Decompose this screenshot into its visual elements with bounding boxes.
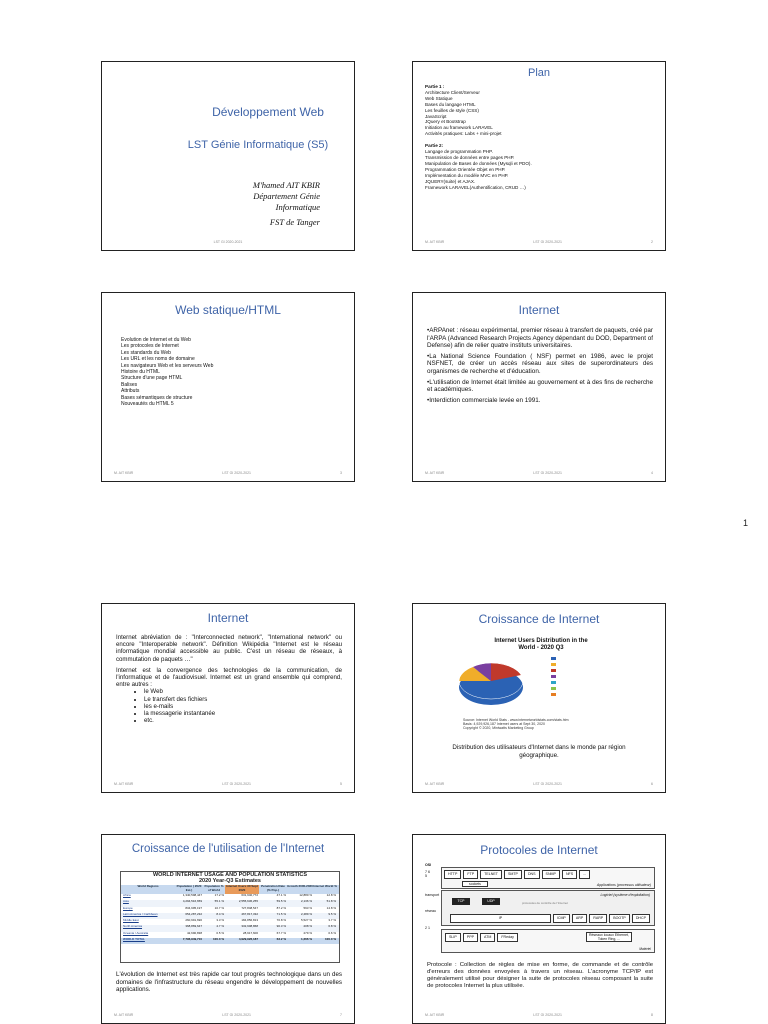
footer-center: LST GI 2020-2021 — [222, 782, 251, 786]
network-protocol-box: BOOTP — [609, 914, 630, 923]
transport-layer-label: Logiciel (système d'exploitation) — [600, 893, 650, 897]
slide-title: Croissance de Internet — [478, 612, 600, 626]
part2-item: Implémentation du modèle MVC en PHP. — [425, 172, 509, 178]
part1-heading: Partie 1 : — [425, 84, 445, 89]
footer-left: M. AIT KBIR — [114, 782, 134, 786]
history-bullet: •L'utilisation de Internet était limitée au gouvernement et à des fins de recherche et académiques. — [427, 378, 653, 394]
footer-right: 6 — [651, 782, 653, 786]
internet-def-body — [116, 634, 342, 724]
tcp-box: TCP — [452, 898, 470, 905]
toc-item: Les protocoles de Internet — [121, 343, 179, 350]
slide-title: Croissance de l'utilisation de l'Internet — [131, 843, 325, 855]
part2-item: Manipulation de Bases de données (Mysqli et PDO). — [425, 160, 532, 166]
convergence-para: Internet est la convergence des technologies de la communication, de l'informatique et de l'audiovisuel. Internet est un grand ensemble qui comprend, entre autres : — [116, 666, 342, 689]
table-cell-region: North America — [123, 925, 143, 929]
table-cell: 208 % — [303, 925, 312, 929]
link-layer — [441, 929, 655, 953]
table-cell: 654,287,232 — [185, 912, 202, 916]
table-cell: 4,929,926,187 — [238, 938, 258, 942]
author-name: M'hamed AIT KBIR — [252, 180, 320, 190]
stats-table — [120, 871, 340, 963]
table-cell: 47.1 % — [276, 894, 286, 897]
service-item: • la messagerie instantanée — [144, 710, 342, 717]
table-cell: 467,817,332 — [241, 912, 258, 916]
plan-body — [425, 84, 532, 190]
app-protocol-box: SMTP — [504, 870, 522, 879]
part1-item: Initiation au framework LARAVEL — [425, 125, 493, 131]
table-cell: 184,856,813 — [241, 919, 258, 923]
part2-item: JQUERY(suite) et AJAX. — [425, 178, 476, 184]
service-item: • Le transfert des fichiers — [144, 696, 342, 703]
history-bullet: •ARPAnet : réseau expérimental, premier réseau à transfert de paquets, créé par l'ARPA (Advanced Research Projects Agency dépendant du DOD, Department of Defense) afin de relier quatre instituts universitaires. — [427, 327, 653, 350]
slide-footer — [425, 240, 653, 244]
part1-item: Les feuilles de style (CSS) — [425, 107, 479, 113]
table-cell: 12,880 % — [299, 894, 312, 897]
table-cell: 1,266 % — [300, 938, 312, 942]
author-dept: Département Génie — [253, 191, 320, 201]
table-cell: 12.8 % — [326, 894, 336, 897]
author-school: FST de Tanger — [269, 217, 320, 227]
table-cell: 279 % — [303, 931, 312, 935]
table-cell: 87.2 % — [276, 906, 286, 910]
footer-right: 3 — [340, 471, 342, 475]
table-cell: 631,940,772 — [241, 894, 258, 897]
footer-left: M. AIT KBIR — [114, 471, 134, 475]
table-cell: 70.8 % — [276, 919, 286, 923]
footer-center: LST GI 2020-2021 — [533, 1013, 562, 1017]
page-number: 1 — [742, 518, 748, 528]
footer-center: LST GI 2020-2021 — [533, 471, 562, 475]
network-protocol-box: DHCP — [632, 914, 650, 923]
slide-4 — [412, 292, 666, 482]
table-cell: 67.7 % — [276, 931, 286, 935]
link-protocol-box: PPP — [463, 933, 478, 942]
footer-right: 7 — [340, 1013, 342, 1017]
part1-item: Web Statique — [425, 95, 453, 101]
footer-left: M. AIT KBIR — [425, 471, 445, 475]
app-protocol-box: ... — [579, 870, 590, 879]
table-cell: 9.5 % — [328, 912, 336, 916]
table-cell-region: WORLD TOTAL — [123, 938, 145, 942]
table-cell: 28,917,600 — [242, 931, 258, 935]
sockets-label: sockets — [462, 881, 488, 887]
toc-body — [121, 337, 213, 407]
table-cell: 332,908,868 — [241, 925, 258, 929]
footer-center: LST GI 2020-2021 — [533, 240, 562, 244]
footer-center: LST GI 2020-2021 — [222, 1013, 251, 1017]
control-note: protocoles de contrôle de l'Internet — [522, 901, 568, 905]
table-body — [121, 894, 339, 944]
slide-footer — [425, 1013, 653, 1017]
part1-item: Bases du langage HTML — [425, 101, 476, 107]
table-cell: 6.8 % — [328, 925, 336, 929]
author-dept-2: Informatique — [275, 202, 320, 212]
toc-item: Les URL et les noms de domaine — [121, 356, 195, 363]
table-header-row: World Regions Population ( 2020 Est.) Population % of World Internet Users 30 Sept 2020 Penetration Rate (% Pop.) Growth 2000-2020 Internet World % — [121, 885, 339, 894]
app-protocol-box: HTTP — [444, 870, 461, 879]
toc-item: Structure d'une page HTML — [121, 375, 183, 382]
slide-8 — [412, 834, 666, 1024]
table-cell: 4,294,516,659 — [182, 900, 202, 904]
slide-footer — [114, 1013, 342, 1017]
link-protocol-box: SLIP — [445, 933, 461, 942]
table-title: WORLD INTERNET USAGE AND POPULATION STATISTICS — [152, 872, 308, 878]
footer-right: 8 — [651, 1013, 653, 1017]
toc-item: Balises — [121, 381, 138, 388]
layer-labels: OSI 7 6 5 transport réseau 2 1 — [425, 863, 440, 930]
table-row — [121, 938, 339, 944]
table-cell-region: Latin America / Caribbean — [123, 912, 158, 916]
footer-right: 4 — [651, 471, 653, 475]
definition-para: Internet abréviation de : "Interconnected network", "International network" ou encore "Interoperable network". Définition Wikipédia "Internet est le réseau informatique mondial accessible au public. C'est un réseau de réseaux, à commutation de paquets …" — [116, 634, 342, 663]
toc-item: Evolution de Internet et du Web — [121, 337, 191, 343]
app-protocol-box: SNMP — [542, 870, 560, 879]
link-protocol-box: ATM — [480, 933, 495, 942]
chart-caption: Distribution des utilisateurs d'Internet dans le monde par région géographique. — [452, 744, 626, 759]
table-cell: 2,136 % — [300, 900, 312, 904]
table-cell: 593 % — [303, 906, 312, 910]
part2-item: Framework LARAVEL(Authentification, CRUD …) — [425, 184, 526, 190]
slide-5 — [101, 603, 355, 793]
history-bullet: •La National Science Foundation ( NSF) permet en 1986, avec le projet NSFNET, de créer un accès réseau aux sites de superordinateurs des organismes de recherche et d'éducation. — [427, 352, 653, 375]
service-item: • les e-mails — [144, 703, 342, 710]
internet-history-body — [427, 327, 653, 404]
table-cell: 5,527 % — [300, 919, 312, 923]
slide-footer — [114, 240, 342, 244]
slide-2 — [412, 61, 666, 251]
application-layer — [441, 867, 655, 889]
table-cell: 1,340,598,447 — [182, 894, 202, 897]
slide-6 — [412, 603, 666, 793]
footer-center: LST GI 2020-2021 — [533, 782, 562, 786]
table-subtitle: 2020 Year-Q3 Estimates — [199, 878, 261, 884]
network-protocol-box: ICMP — [553, 914, 570, 923]
table-cell: 2,555,636,255 — [238, 900, 258, 904]
services-list — [132, 688, 342, 724]
table-cell: 8.4 % — [216, 912, 224, 916]
slide-title: Protocoles de Internet — [480, 843, 598, 857]
transport-network-layer — [441, 890, 655, 926]
table-cell-region: Oceania / Australia — [123, 931, 149, 935]
slide-footer — [114, 471, 342, 475]
app-protocol-box: FTP — [463, 870, 478, 879]
table-cell: 368,869,647 — [185, 925, 202, 929]
slide-title: Internet — [207, 611, 249, 625]
table-cell: 100.0 % — [324, 938, 336, 942]
table-cell: 17.2 % — [214, 894, 224, 897]
part2-heading: Partie 2: — [425, 143, 444, 149]
chart-image — [453, 638, 629, 730]
slide-subtitle: LST Génie Informatique (S5) — [187, 139, 329, 151]
table-cell: 834,995,197 — [185, 906, 202, 910]
app-protocol-box: NFS — [562, 870, 577, 879]
table-cell: 100.0 % — [212, 938, 224, 942]
toc-item: Attributs — [121, 388, 140, 395]
table-cell-region: Europe — [123, 906, 133, 910]
slide-footer — [425, 782, 653, 786]
part1-item: JQuery et Bootstrap — [425, 119, 466, 125]
hardware-label: Matériel — [639, 947, 651, 951]
table-cell: 3.7 % — [328, 919, 336, 923]
protocol-caption: Protocole : Collection de règles de mise en forme, de commande et de contrôle d'erreurs des données envoyées à travers un réseau. L'acronyme TCP/IP est généralement utilisé pour désigner la suite de protocoles réseau composant la suite de protocoles Internet la plus utilisée. — [427, 962, 653, 990]
link-protocol-box: FReday — [497, 933, 518, 942]
network-protocol-box: RARP — [589, 914, 607, 923]
app-layer-label: Applications (processus utilisateur) — [596, 883, 651, 887]
table-cell: 260,991,690 — [185, 919, 202, 923]
footer-center: LST GI 2020-2021 — [222, 471, 251, 475]
table-cell: 0.5 % — [216, 931, 224, 935]
table-cell: 55.1 % — [214, 900, 224, 904]
app-protocol-box: DNS — [524, 870, 540, 879]
table-cell-region: Middle East — [123, 919, 139, 923]
growth-caption: L'évolution de Internet est très rapide car tout progrès technologique dans un des domaines de l'infrastructure du réseau engendre le développement de nouvelles applications. — [116, 971, 342, 994]
table-cell-region: Africa — [123, 894, 131, 897]
toc-item: Bases sémantiques de structure — [121, 394, 193, 401]
footer-left: M. AIT KBIR — [425, 1013, 445, 1017]
toc-item: Histoire du HTML — [121, 369, 160, 376]
history-bullet: •Interdiction commerciale levée en 1991. — [427, 396, 541, 404]
part2-item: Transmission de données entre pages PHP. — [425, 154, 515, 160]
part1-item: Architecture Client/Serveur — [425, 89, 480, 95]
link-layer-label: Réseaux locaux Ethernet, Token Ring, ... — [586, 932, 632, 942]
protocol-stack-diagram — [425, 863, 655, 957]
table-cell: 2,489 % — [300, 912, 312, 916]
slide-1 — [101, 61, 355, 251]
footer-right: 2 — [651, 240, 653, 244]
table-cell: 63.2 % — [276, 938, 286, 942]
part1-item: JavaScript — [425, 113, 447, 119]
service-item: • le Web — [144, 688, 342, 695]
slide-title: Web statique/HTML — [175, 303, 281, 317]
table-cell: 59.5 % — [276, 900, 286, 904]
table-cell-region: Asia — [123, 900, 129, 904]
footer-left: M. AIT KBIR — [425, 782, 445, 786]
toc-item: Les navigateurs Web et les serveurs Web — [121, 362, 214, 369]
network-protocol-box: IP — [450, 914, 551, 923]
table-cell: 727,848,547 — [241, 906, 258, 910]
chart-title: Internet Users Distribution in the World - 2020 Q3 — [494, 638, 588, 651]
network-protocol-box: ARP — [572, 914, 587, 923]
table-cell: 71.5 % — [276, 912, 286, 916]
slide-3 — [101, 292, 355, 482]
slide-title: Internet — [518, 303, 560, 317]
slide-title: Développement Web — [212, 105, 324, 119]
slide-7 — [101, 834, 355, 1024]
footer-center: LST GI 2020-2021 — [213, 240, 243, 244]
table-cell: 3.3 % — [216, 919, 224, 923]
footer-right: 5 — [340, 782, 342, 786]
part1-item: Activités pratiques: Labs + mini-projet — [425, 131, 502, 137]
table-cell: 90.3 % — [276, 925, 286, 929]
pie-chart-graphic — [453, 655, 629, 717]
footer-left: M. AIT KBIR — [114, 1013, 134, 1017]
slide-footer — [114, 782, 342, 786]
slide-footer — [425, 471, 653, 475]
chart-source: Source: Internet World Stats - www.internetworldstats.com/stats.htm Basis: 4,929,926,187 Internet users at Sept 30, 2020 Copyright © 2020, Miniwatts Marketing Group — [463, 718, 569, 731]
table-cell: 51.8 % — [326, 900, 336, 904]
service-item: • etc. — [144, 717, 342, 724]
part2-item: Programmation Orientée Objet en PHP. — [425, 166, 506, 172]
table-cell: 0.6 % — [328, 931, 336, 935]
udp-box: UDP — [482, 898, 500, 905]
part2-item: Langage de programmation PHP. — [425, 149, 493, 155]
table-cell: 4.7 % — [216, 925, 224, 929]
toc-item: Nouveautés du HTML 5 — [121, 401, 174, 408]
slide-title: Plan — [527, 67, 551, 79]
author-block — [253, 180, 320, 228]
app-protocol-box: TELNET — [480, 870, 502, 879]
table-cell: 42,690,838 — [186, 931, 202, 935]
table-cell: 14.8 % — [326, 906, 336, 910]
table-cell: 10.7 % — [214, 906, 224, 910]
table-cell: 7,796,949,710 — [182, 938, 202, 942]
footer-left: M. AIT KBIR — [425, 240, 445, 244]
toc-item: Les standards du Web — [121, 349, 171, 356]
